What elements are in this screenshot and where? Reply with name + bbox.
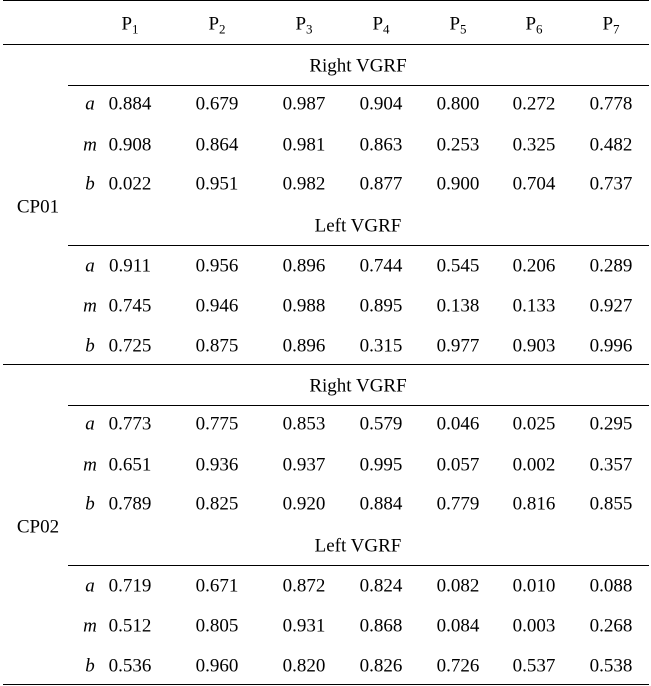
group-label: CP02: [16, 516, 60, 538]
table-cell: 0.800: [436, 93, 480, 115]
table-cell: 0.315: [359, 335, 403, 357]
table-cell: 0.995: [359, 454, 403, 476]
table-cell: 0.719: [108, 575, 152, 597]
table-cell: 0.022: [108, 173, 152, 195]
table-cell: 0.868: [359, 615, 403, 637]
column-header: [525, 13, 543, 37]
table-bottom-rule: [3, 684, 649, 685]
table-cell: 0.904: [359, 93, 403, 115]
table-cell: 0.671: [195, 575, 239, 597]
table-cell: 0.920: [282, 493, 326, 515]
row-variable: b: [85, 493, 95, 515]
table-cell: 0.884: [359, 493, 403, 515]
table-cell: 0.726: [436, 655, 480, 677]
table-cell: 0.482: [589, 134, 633, 156]
column-header-base: P: [525, 13, 537, 35]
table-cell: 0.911: [108, 255, 152, 277]
row-variable: m: [83, 134, 97, 156]
table-cell: 0.896: [282, 255, 326, 277]
row-variable: a: [85, 93, 95, 115]
table-cell: 0.138: [436, 295, 480, 317]
column-header-subscript: 6: [536, 21, 543, 37]
header-rule: [3, 44, 649, 45]
table-cell: 0.816: [512, 493, 556, 515]
table-cell: 0.820: [282, 655, 326, 677]
section-rule: [68, 85, 649, 86]
row-variable: b: [85, 173, 95, 195]
table-cell: 0.357: [589, 454, 633, 476]
table-cell: 0.900: [436, 173, 480, 195]
section-rule: [68, 245, 649, 246]
table-cell: 0.003: [512, 615, 556, 637]
group-label: CP01: [16, 196, 60, 218]
table-cell: 0.877: [359, 173, 403, 195]
row-variable: a: [85, 413, 95, 435]
column-header: [295, 13, 313, 37]
table-cell: 0.579: [359, 413, 403, 435]
row-variable: m: [83, 295, 97, 317]
column-header-base: P: [295, 13, 307, 35]
table-cell: 0.863: [359, 134, 403, 156]
table-cell: 0.960: [195, 655, 239, 677]
table-cell: 0.057: [436, 454, 480, 476]
column-header-base: P: [372, 13, 384, 35]
column-header-subscript: 1: [132, 21, 139, 37]
table-cell: 0.987: [282, 93, 326, 115]
table-cell: 0.853: [282, 413, 326, 435]
table-cell: 0.133: [512, 295, 556, 317]
table-cell: 0.745: [108, 295, 152, 317]
column-header: [372, 13, 390, 37]
section-title: Left VGRF: [314, 215, 402, 237]
row-variable: b: [85, 335, 95, 357]
table-cell: 0.046: [436, 413, 480, 435]
table-cell: 0.824: [359, 575, 403, 597]
row-variable: b: [85, 655, 95, 677]
section-title: Left VGRF: [314, 535, 402, 557]
table-cell: 0.084: [436, 615, 480, 637]
section-rule: [68, 405, 649, 406]
column-header-base: P: [208, 13, 220, 35]
table-cell: 0.737: [589, 173, 633, 195]
section-title: Right VGRF: [309, 55, 407, 77]
table-cell: 0.545: [436, 255, 480, 277]
table-cell: 0.789: [108, 493, 152, 515]
table-cell: 0.956: [195, 255, 239, 277]
column-header-subscript: 2: [219, 21, 226, 37]
group-rule: [3, 364, 649, 365]
table-cell: 0.725: [108, 335, 152, 357]
table-cell: 0.927: [589, 295, 633, 317]
table-cell: 0.679: [195, 93, 239, 115]
table-cell: 0.988: [282, 295, 326, 317]
table-cell: 0.825: [195, 493, 239, 515]
table-cell: 0.951: [195, 173, 239, 195]
table-cell: 0.744: [359, 255, 403, 277]
table-cell: 0.651: [108, 454, 152, 476]
table-cell: 0.088: [589, 575, 633, 597]
table-cell: 0.931: [282, 615, 326, 637]
table-cell: 0.903: [512, 335, 556, 357]
table-cell: 0.289: [589, 255, 633, 277]
table-cell: 0.946: [195, 295, 239, 317]
table-cell: 0.977: [436, 335, 480, 357]
table-cell: 0.268: [589, 615, 633, 637]
table-top-rule: [3, 0, 649, 1]
table-cell: 0.872: [282, 575, 326, 597]
section-rule: [68, 565, 649, 566]
table-cell: 0.538: [589, 655, 633, 677]
column-header-base: P: [449, 13, 461, 35]
table-cell: 0.875: [195, 335, 239, 357]
column-header-subscript: 5: [460, 21, 467, 37]
table-cell: 0.826: [359, 655, 403, 677]
table-cell: 0.996: [589, 335, 633, 357]
table-cell: 0.895: [359, 295, 403, 317]
column-header-subscript: 3: [306, 21, 313, 37]
column-header: [449, 13, 467, 37]
table-cell: 0.325: [512, 134, 556, 156]
table-cell: 0.936: [195, 454, 239, 476]
table-cell: 0.512: [108, 615, 152, 637]
column-header-subscript: 7: [613, 21, 620, 37]
table-cell: 0.884: [108, 93, 152, 115]
row-variable: m: [83, 615, 97, 637]
table-cell: 0.253: [436, 134, 480, 156]
column-header: [208, 13, 226, 37]
column-header: [121, 13, 139, 37]
table-cell: 0.082: [436, 575, 480, 597]
row-variable: m: [83, 454, 97, 476]
table-cell: 0.295: [589, 413, 633, 435]
table-cell: 0.002: [512, 454, 556, 476]
table-cell: 0.896: [282, 335, 326, 357]
table-cell: 0.025: [512, 413, 556, 435]
table-cell: 0.704: [512, 173, 556, 195]
column-header-base: P: [121, 13, 133, 35]
table-cell: 0.937: [282, 454, 326, 476]
column-header-base: P: [602, 13, 614, 35]
table-cell: 0.805: [195, 615, 239, 637]
table-cell: 0.778: [589, 93, 633, 115]
row-variable: a: [85, 255, 95, 277]
table-cell: 0.206: [512, 255, 556, 277]
column-header: [602, 13, 620, 37]
table-cell: 0.855: [589, 493, 633, 515]
table-cell: 0.779: [436, 493, 480, 515]
table-cell: 0.982: [282, 173, 326, 195]
section-title: Right VGRF: [309, 375, 407, 397]
row-variable: a: [85, 575, 95, 597]
table-cell: 0.272: [512, 93, 556, 115]
table-cell: 0.981: [282, 134, 326, 156]
column-header-subscript: 4: [383, 21, 390, 37]
table-cell: 0.010: [512, 575, 556, 597]
table-cell: 0.775: [195, 413, 239, 435]
table-cell: 0.536: [108, 655, 152, 677]
table-cell: 0.537: [512, 655, 556, 677]
table-cell: 0.773: [108, 413, 152, 435]
table-cell: 0.908: [108, 134, 152, 156]
table-cell: 0.864: [195, 134, 239, 156]
